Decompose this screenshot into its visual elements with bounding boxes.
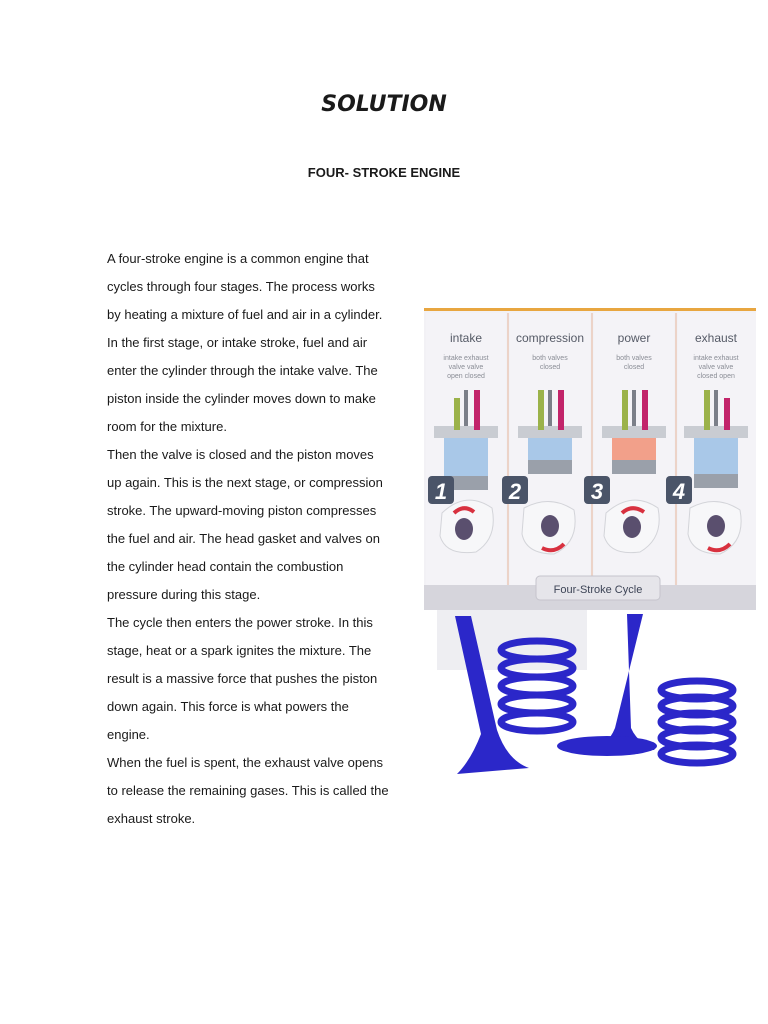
- text-line: stage, heat or a spark ignites the mixture. The: [107, 643, 372, 658]
- text-line: to release the remaining gases. This is called the: [107, 783, 389, 798]
- step-number: 2: [508, 479, 522, 504]
- panel-note: both valves: [616, 355, 652, 362]
- text-line: engine.: [107, 727, 150, 742]
- panel-note: closed: [623, 364, 645, 371]
- panel-note: valve valve: [448, 364, 484, 371]
- panel-title-intake: intake: [449, 331, 483, 345]
- four-stroke-diagram: [424, 308, 756, 610]
- step-number: 1: [434, 479, 448, 504]
- text-line: When the fuel is spent, the exhaust valve opens: [107, 755, 384, 770]
- panel-title-power: power: [617, 331, 651, 345]
- panel-note: intake exhaust: [693, 355, 739, 362]
- diagram-caption: Four-Stroke Cycle: [553, 584, 643, 596]
- panel-note: open closed: [447, 373, 485, 380]
- panel-note: closed open: [697, 373, 735, 380]
- text-line: room for the mixture.: [107, 419, 227, 434]
- valves-and-springs-image: [437, 610, 755, 790]
- text-line: In the first stage, or intake stroke, fuel and air: [107, 335, 368, 350]
- valves-svg: [437, 610, 755, 790]
- text-line: result is a massive force that pushes the piston: [107, 671, 378, 686]
- document-subtitle: FOUR- STROKE ENGINE: [307, 165, 461, 180]
- step-number: 3: [590, 479, 604, 504]
- text-line: pressure during this stage.: [107, 587, 261, 602]
- text-line: the fuel and air. The head gasket and valves on: [107, 531, 380, 546]
- text-line: cycles through four stages. The process works: [107, 279, 375, 294]
- text-line: enter the cylinder through the intake valve. The: [107, 363, 378, 378]
- text-line: exhaust stroke.: [107, 811, 196, 826]
- diagram-svg: [424, 308, 756, 610]
- document-title: SOLUTION: [321, 92, 447, 117]
- body-paragraphs: [107, 245, 412, 833]
- text-line: The cycle then enters the power stroke. In this: [107, 615, 373, 630]
- text-line: by heating a mixture of fuel and air in a cylinder.: [107, 307, 383, 322]
- text-line: stroke. The upward-moving piston compresses: [107, 503, 377, 518]
- text-line: up again. This is the next stage, or compression: [107, 475, 383, 490]
- text-line: piston inside the cylinder moves down to make: [107, 391, 376, 406]
- panel-title-exhaust: exhaust: [694, 331, 738, 345]
- step-number: 4: [672, 479, 686, 504]
- panel-note: intake exhaust: [443, 355, 489, 362]
- panel-note: valve valve: [698, 364, 734, 371]
- text-line: the cylinder head contain the combustion: [107, 559, 344, 574]
- text-line: down again. This force is what powers the: [107, 699, 349, 714]
- text-line: Then the valve is closed and the piston moves: [107, 447, 374, 462]
- panel-note: closed: [539, 364, 561, 371]
- panel-title-compression: compression: [515, 331, 585, 345]
- text-line: A four-stroke engine is a common engine that: [107, 251, 369, 266]
- panel-note: both valves: [532, 355, 568, 362]
